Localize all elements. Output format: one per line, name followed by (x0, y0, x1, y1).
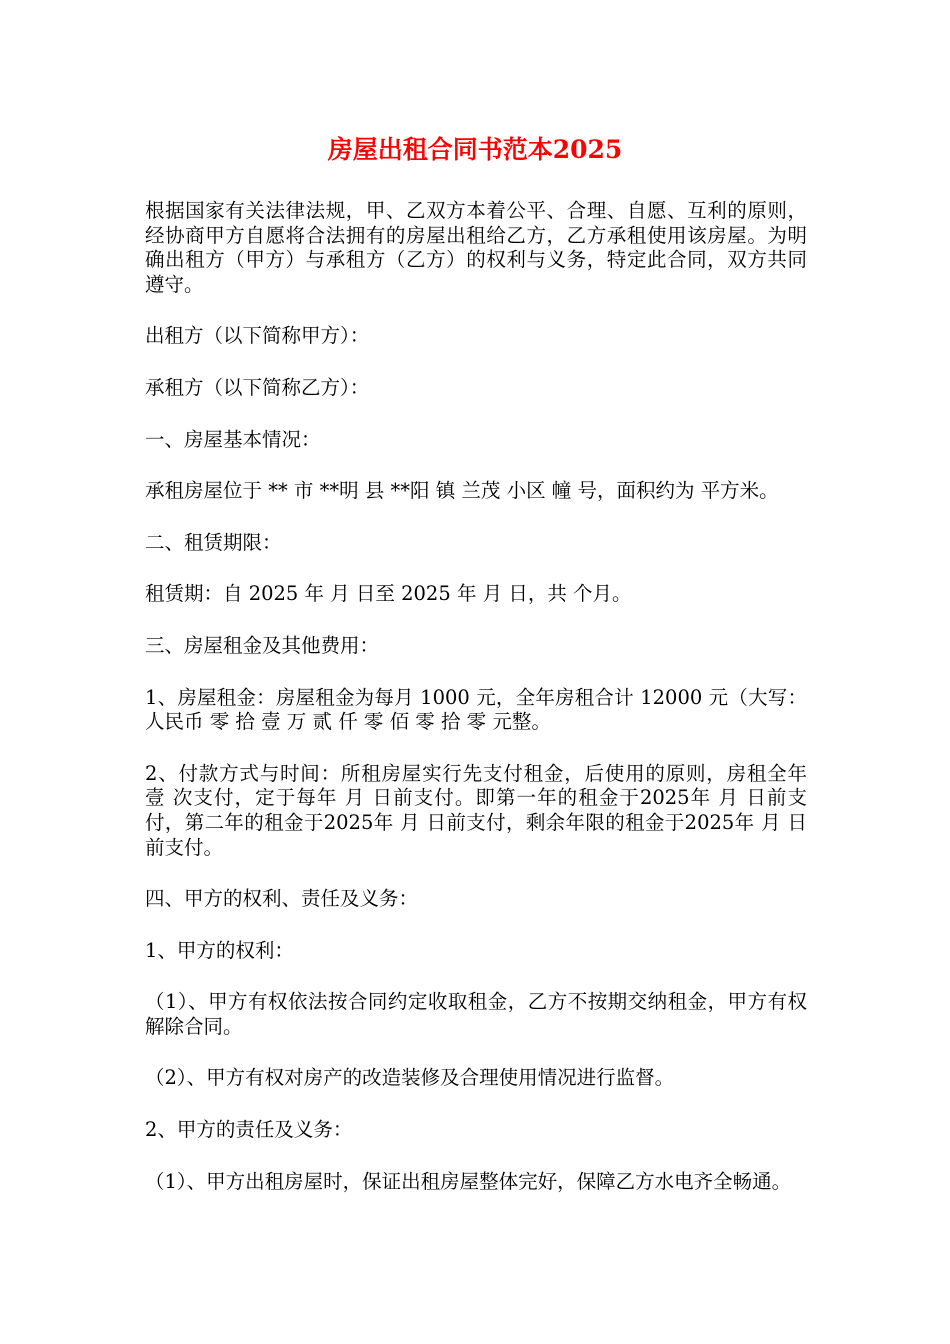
lessor-right-2: （2）、甲方有权对房产的改造装修及合理使用情况进行监督。 (145, 1066, 675, 1090)
lessor-line: 出租方（以下简称甲方）： (145, 324, 370, 348)
lessor-duty-1: （1）、甲方出租房屋时，保证出租房屋整体完好，保障乙方水电齐全畅通。 (145, 1169, 792, 1193)
lessor-right-1: （1）、甲方有权依法按合同约定收取租金，乙方不按期交纳租金，甲方有权解除合同。 (145, 990, 807, 1038)
lessee-line: 承租方（以下简称乙方）： (145, 375, 370, 399)
rent-paragraph: 1、房屋租金：房屋租金为每月 1000 元，全年房租合计 12000 元（大写：人民币 零 拾 壹 万 贰 仟 零 佰 零 拾 零 元整。 (145, 685, 807, 734)
property-location-paragraph: 承租房屋位于 ** 市 **明 县 **阳 镇 兰茂 小区 幢 号，面积约为 平方米。 (145, 479, 779, 503)
section-heading-3: 三、房屋租金及其他费用： (145, 633, 380, 657)
section-heading-4: 四、甲方的权利、责任及义务： (145, 887, 419, 911)
document-title: 房屋出租合同书范本2025 (327, 135, 623, 164)
intro-paragraph: 根据国家有关法律法规，甲、乙双方本着公平、合理、自愿、互利的原则，经协商甲方自愿将合法拥有的房屋出租给乙方，乙方承租使用该房屋。为明确出租方（甲方）与承租方（乙方）的权利与义务，特定此合同，双方共同遵守。 (145, 199, 807, 296)
section-heading-1: 一、房屋基本情况： (145, 427, 321, 451)
document-body (145, 199, 814, 1221)
payment-paragraph: 2、付款方式与时间：所租房屋实行先支付租金，后使用的原则，房租全年 壹 次支付，定于每年 月 日前支付。即第一年的租金于2025年 月 日前支付，第二年的租金于2025年 月 日前支付，剩余年限的租金于2025年 月 日前支付。 (145, 761, 814, 859)
lessor-duties-heading: 2、甲方的责任及义务： (145, 1118, 353, 1142)
lessor-rights-heading: 1、甲方的权利： (145, 938, 294, 962)
section-heading-2: 二、租赁期限： (145, 530, 282, 554)
lease-term-paragraph: 租赁期：自 2025 年 月 日至 2025 年 月 日，共 个月。 (145, 582, 632, 606)
